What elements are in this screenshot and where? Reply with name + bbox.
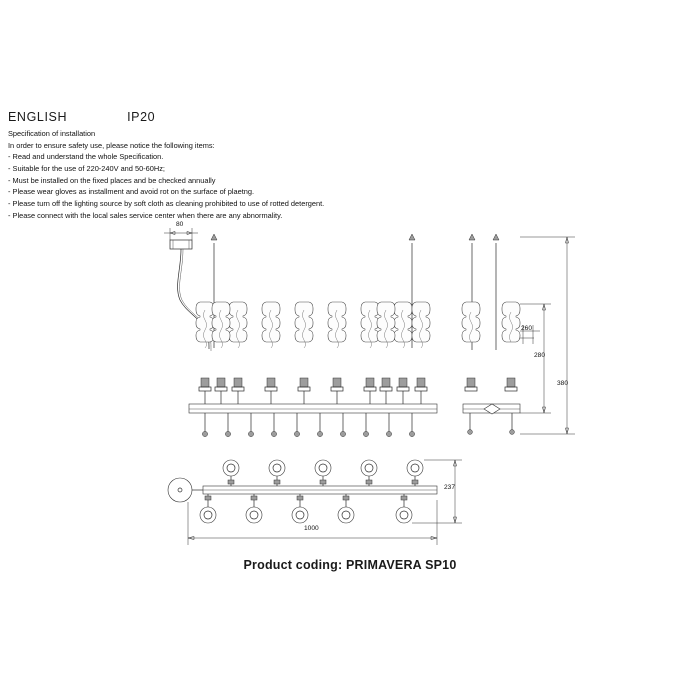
canopy-dimension	[164, 228, 198, 240]
dim-label-plan-length: 1000	[304, 525, 319, 532]
spec-intro: In order to ensure safety use, please notice the following items:	[8, 140, 215, 150]
glass-shade	[212, 302, 230, 406]
plan-lamp	[396, 494, 412, 523]
spec-item: - Suitable for the use of 220-240V and 50-60Hz;	[8, 164, 165, 174]
plan-lamp	[315, 460, 331, 486]
plan-rail	[203, 486, 437, 494]
plan-lamp	[223, 460, 239, 486]
dim-label-body-height: 280	[534, 352, 546, 359]
front-elevation-view	[164, 228, 437, 437]
glass-shade	[328, 302, 346, 406]
plan-lamp	[200, 494, 216, 523]
glass-shade	[361, 302, 379, 406]
glass-shade	[295, 302, 313, 406]
dimension-380	[520, 237, 575, 434]
plan-lamp	[246, 494, 262, 523]
glass-shades-front	[196, 302, 430, 406]
plan-lamps-upper	[223, 460, 423, 486]
plan-junction-box	[168, 478, 203, 502]
dimension-1000	[188, 500, 437, 545]
spec-item: - Please wear gloves as installment and avoid rot on the surface of plaetng.	[8, 187, 255, 197]
spec-item: - Must be installed on the fixed places and be checked annually	[8, 175, 216, 185]
spec-item: - Please connect with the local sales service center when there are any abnormality.	[8, 210, 283, 220]
side-elevation-view	[462, 234, 575, 434]
ceiling-canopy	[170, 240, 192, 249]
spec-title: Specification of installation	[8, 129, 96, 138]
side-body	[463, 404, 520, 414]
language-label: ENGLISH	[8, 110, 68, 124]
dim-label-plan-depth: 237	[444, 484, 456, 491]
dim-label-total-height: 380	[557, 380, 569, 387]
glass-shade	[394, 302, 412, 406]
product-coding-caption: Product coding: PRIMAVERA SP10	[243, 558, 457, 572]
ip-rating-label: IP20	[127, 110, 156, 124]
glass-shade	[502, 302, 520, 391]
top-plan-view	[168, 460, 462, 545]
down-lamp-stems-front	[202, 413, 414, 437]
dim-label-canopy-width: 80	[176, 221, 184, 228]
dim-label-side-depth: 260	[521, 325, 533, 332]
glass-shade	[412, 302, 430, 406]
spec-item: - Read and understand the whole Specification.	[8, 152, 164, 162]
glass-shade	[262, 302, 280, 406]
down-lamp-stems-side	[468, 413, 515, 434]
glass-shade	[196, 302, 214, 406]
plan-lamp	[269, 460, 285, 486]
glass-shade	[229, 302, 247, 406]
horizontal-bar-front	[189, 404, 437, 413]
plan-lamp	[338, 494, 354, 523]
plan-lamp	[361, 460, 377, 486]
plan-lamps-lower	[200, 494, 412, 523]
plan-lamp	[407, 460, 423, 486]
spec-item: - Please turn off the lighting source by soft cloth as cleaning prohibited to use of rotted detergent.	[8, 199, 325, 209]
glass-shade	[462, 302, 480, 391]
glass-shade	[377, 302, 395, 406]
plan-lamp	[292, 494, 308, 523]
